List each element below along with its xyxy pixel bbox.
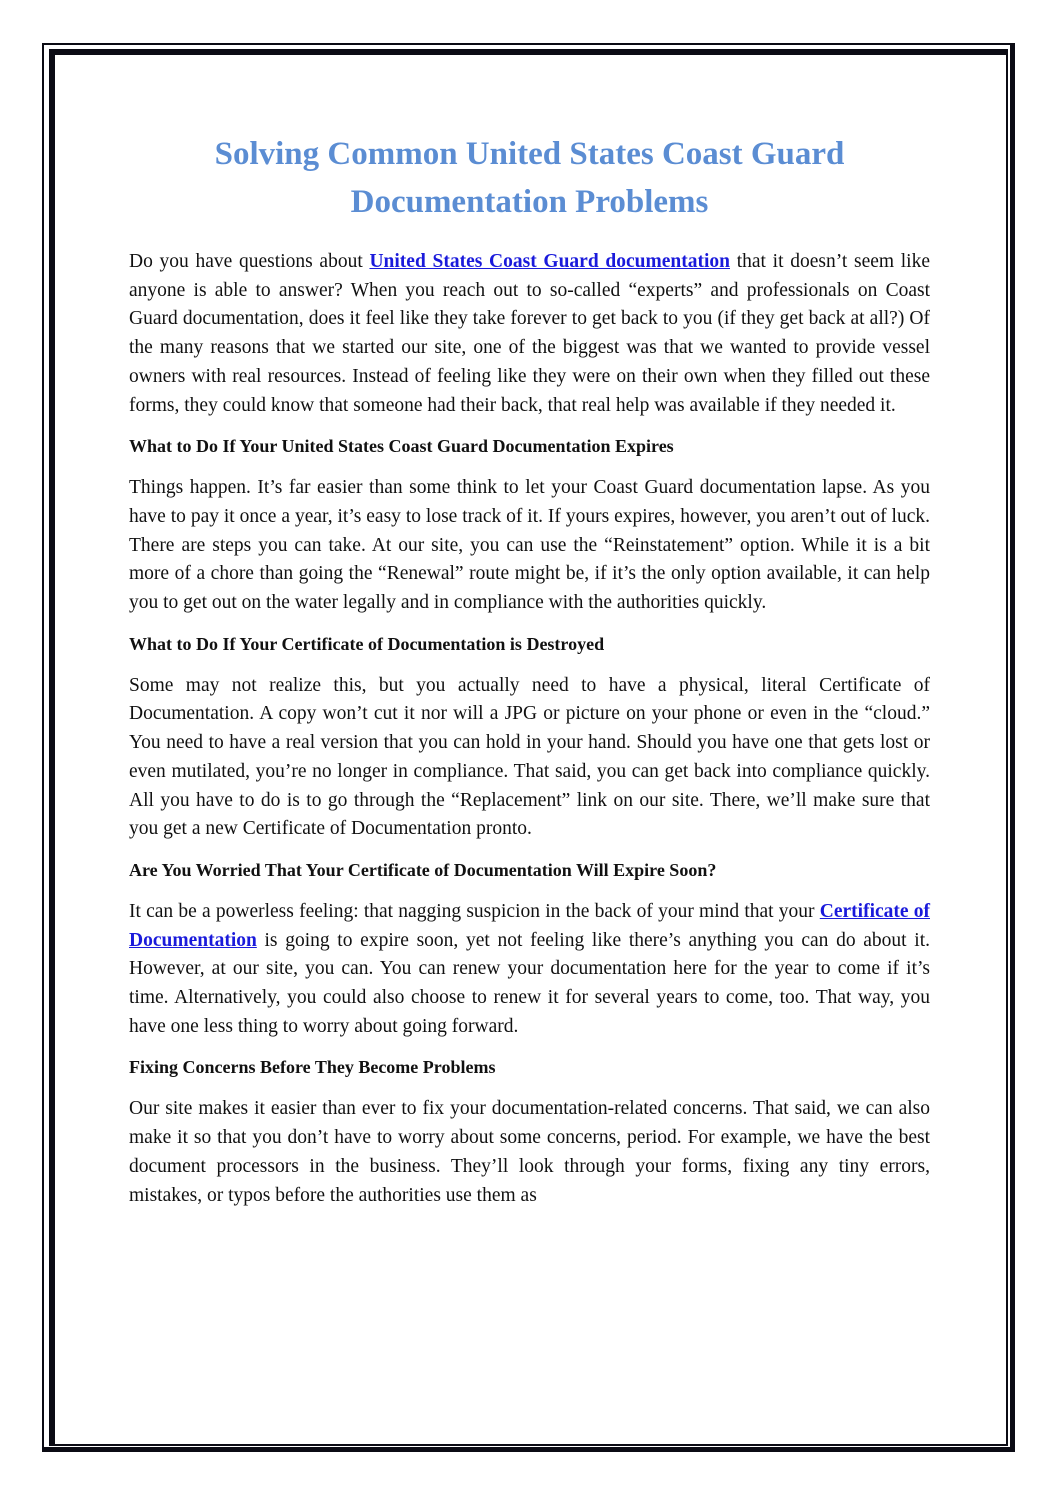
section-body-expire-soon bbox=[129, 898, 930, 1042]
expire-soon-text-after-link: is going to expire soon, yet not feeling like there’s anything you can do about it. However, at our site, you can. You can renew your documentation here for the year to come if it’s time. Alternatively, you could also choose to renew it for several years to come, too. That way, you have one less thing to worry about going forward. bbox=[129, 929, 930, 1037]
section-heading-expire-soon: Are You Worried That Your Certificate of Documentation Will Expire Soon? bbox=[129, 859, 717, 880]
intro-text-before-link: Do you have questions about bbox=[129, 251, 370, 272]
section-heading-destroyed: What to Do If Your Certificate of Documentation is Destroyed bbox=[129, 633, 605, 654]
section-body-destroyed: Some may not realize this, but you actually need to have a physical, literal Certificate of Documentation. A copy won’t cut it nor will a JPG or picture on your phone or even in the “cloud.” You need to have a real version that you can hold in your hand. Should you have one that gets lost or even mutilated, you’re no longer in compliance. That said, you can get back into compliance quickly. All you have to do is to go through the “Replacement” link on our site. There, we’ll make sure that you get a new Certificate of Documentation pronto. bbox=[129, 674, 930, 840]
document-title: Solving Common United States Coast Guard Documentation Problems bbox=[214, 136, 845, 220]
document-content bbox=[129, 130, 930, 1224]
expire-soon-text-before-link: It can be a powerless feeling: that nagging suspicion in the back of your mind that your bbox=[129, 900, 820, 922]
section-heading-expires: What to Do If Your United States Coast Guard Documentation Expires bbox=[129, 436, 674, 457]
section-heading-fixing-concerns: Fixing Concerns Before They Become Problems bbox=[129, 1057, 496, 1078]
section-body-expires: Things happen. It’s far easier than some think to let your Coast Guard documentation lapse. As you have to pay it once a year, it’s easy to lose track of it. If yours expires, however, you aren’t out of luck. There are steps you can take. At our site, you can use the “Reinstatement” option. While it is a bit more of a chore than going the “Renewal” route might be, if it’s the only option available, it can help you to get out on the water legally and in compliance with the authorities quickly. bbox=[129, 477, 930, 614]
intro-paragraph bbox=[129, 248, 930, 420]
section-body-fixing-concerns: Our site makes it easier than ever to fix your documentation-related concerns. That said, we can also make it so that you don’t have to worry about some concerns, period. For example, we have the best document processors in the business. They’ll look through your forms, fixing any tiny errors, mistakes, or typos before the authorities use them as bbox=[129, 1098, 930, 1206]
uscg-documentation-link[interactable]: United States Coast Guard documentation bbox=[369, 251, 730, 272]
certificate-of-documentation-link[interactable]: Certificate of Documentation bbox=[129, 900, 930, 951]
intro-text-after-link: that it doesn’t seem like anyone is able to answer? When you reach out to so-called “experts” and professionals on Coast Guard documentation, does it feel like they take forever to get back to you (if they get back at all?) Of the many reasons that we started our site, one of the biggest was that we wanted to provide vessel owners with real resources. Instead of feeling like they were on their own when they filled out these forms, they could know that someone had their back, that real help was available if they needed it. bbox=[129, 251, 931, 416]
